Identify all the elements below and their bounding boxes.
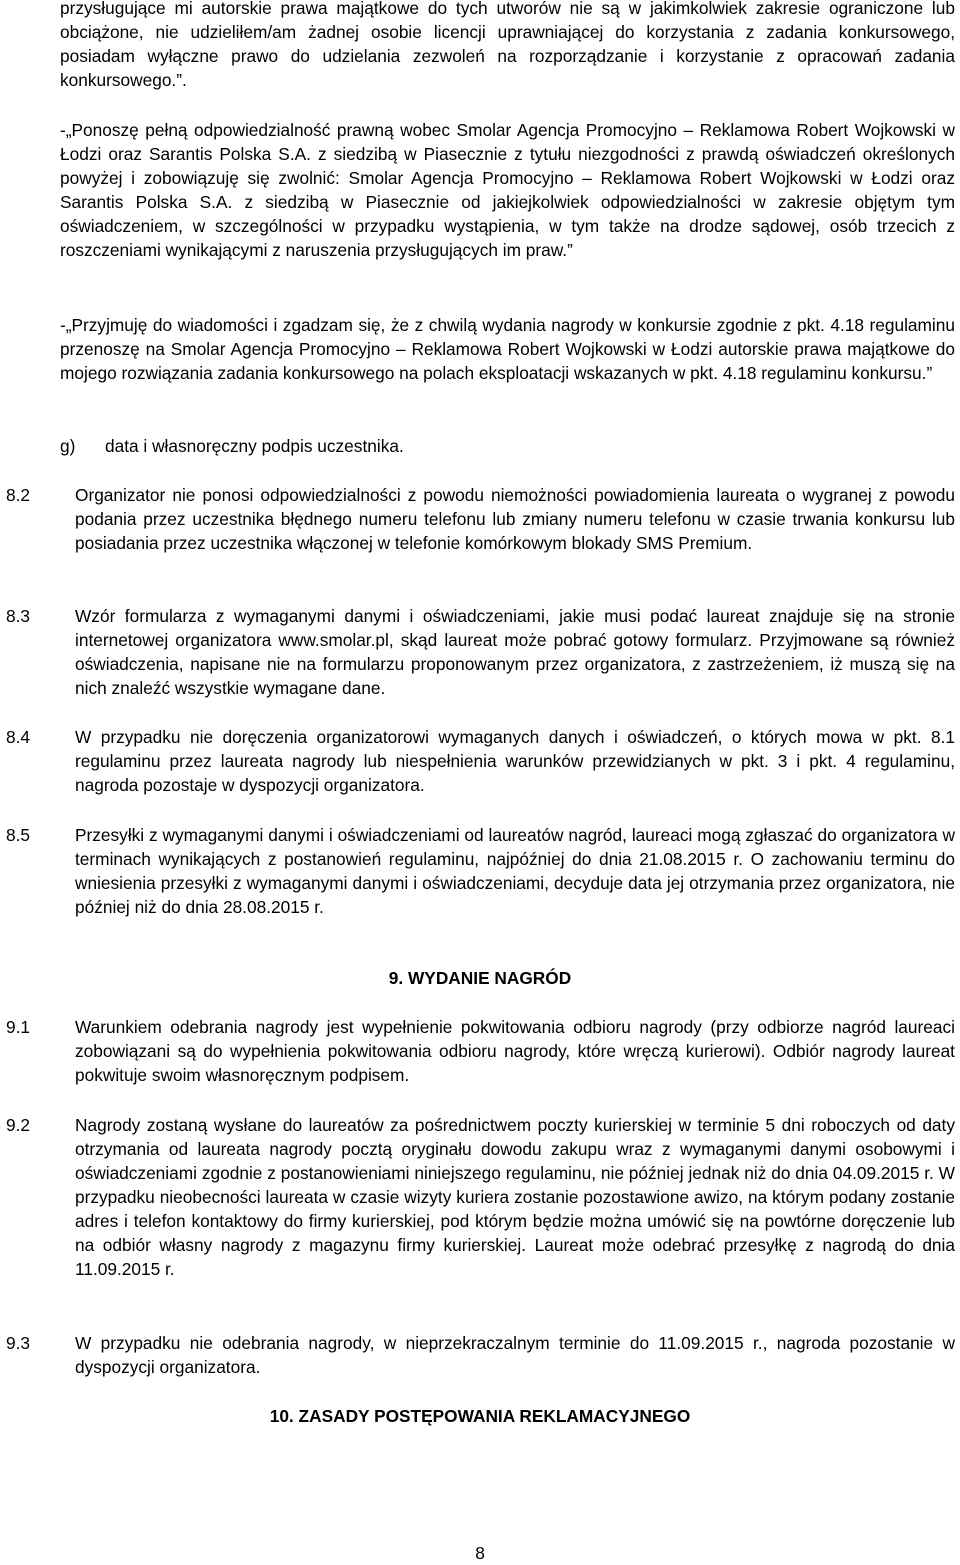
list-item-label: g) [60, 436, 76, 456]
section-text: Nagrody zostaną wysłane do laureatów za pośrednictwem poczty kurierskiej w terminie 5 dni roboczych od daty otrzymania od laureata nagrody pocztą oryginału dowodu zakupu wraz z wymaganymi danymi osobowymi i oświadczeniami zgodnie z postanowieniami niniejszego regulaminu, nie później jednak niż do dnia 04.09.2015 r. W przypadku nieobecności laureata w czasie wizyty kuriera zostanie pozostawione awizo, na którym podany zostanie adres i telefon kontaktowy do firmy kurierskiej, pod którym będzie można umówić się na powtórne doręczenie lub na odbiór własny nagrody z magazynu firmy kurierskiej. Laureat może odebrać przesyłkę z nagrodą do dnia 11.09.2015 r. [75, 1115, 955, 1279]
section-text: Przesyłki z wymaganymi danymi i oświadczeniami od laureatów nagród, laureaci mogą zgłaszać do organizatora w terminach wynikających z postanowień regulaminu, najpóźniej do dnia 21.08.2015 r. O zachowaniu terminu do wniesienia przesyłki z wymaganymi danymi i oświadczeniami, decyduje data jej otrzymania przez organizatora, nie później niż do dnia 28.08.2015 r. [75, 825, 955, 917]
section-number: 8.5 [6, 825, 31, 845]
acceptance-text: -„Przyjmuję do wiadomości i zgadzam się, że z chwilą wydania nagrody w konkursie zgodnie z pkt. 4.18 regulaminu przenoszę na Smolar Agencja Promocyjno – Reklamowa Robert Wojkowski w Łodzi autorskie prawa majątkowe do mojego rozwiązania zadania konkursowego na polach eksploatacji wskazanych w pkt. 4.18 regulaminu konkursu.” [60, 315, 955, 383]
section-number: 8.3 [6, 606, 31, 626]
section-text: W przypadku nie odebrania nagrody, w nieprzekraczalnym terminie do 11.09.2015 r., nagroda pozostanie w dyspozycji organizatora. [75, 1333, 955, 1377]
responsibility-statement [60, 118, 955, 262]
responsibility-text: -„Ponoszę pełną odpowiedzialność prawną wobec Smolar Agencja Promocyjno – Reklamowa Robert Wojkowski w Łodzi oraz Sarantis Polska S.A. z siedzibą w Piasecznie z tytułu niezgodności z prawdą oświadczeń określonych powyżej i zobowiązuję się zwolnić: Smolar Agencja Promocyjno – Reklamowa Robert Wojkowski w Łodzi oraz Sarantis Polska S.A. z siedzibą w Piasecznie od jakiejkolwiek odpowiedzialności w zakresie objętym tym oświadczeniem, w szczególności w przypadku wystąpienia, w tym także na drodze sądowej, osób trzecich z roszczeniami wynikającymi z naruszenia przysługujących im praw.” [60, 120, 955, 260]
section-text: Organizator nie ponosi odpowiedzialności z powodu niemożności powiadomienia laureata o wygranej z powodu podania przez uczestnika błędnego numeru telefonu lub zmiany numeru telefonu w czasie trwania konkursu lub posiadania przez uczestnika włączonej w telefonie komórkowym blokady SMS Premium. [75, 485, 955, 553]
section-number: 9.2 [6, 1115, 31, 1135]
acceptance-statement [60, 313, 955, 385]
section-number: 9.3 [6, 1333, 31, 1353]
section-heading-10: 10. ZASADY POSTĘPOWANIA REKLAMACYJNEGO [269, 1406, 691, 1426]
section-text: Wzór formularza z wymaganymi danymi i oświadczeniami, jakie musi podać laureat znajduje się na stronie internetowej organizatora www.smolar.pl, skąd laureat może pobrać gotowy formularz. Przyjmowane są również oświadczenia, napisane nie na formularzu proponowanym przez organizatora, z zastrzeżeniem, iż muszą się na nich znaleźć wszystkie wymagane dane. [75, 606, 955, 698]
section-number: 9.1 [6, 1017, 31, 1037]
section-number: 8.4 [6, 727, 31, 747]
section-number: 8.2 [6, 485, 31, 505]
intro-paragraph [60, 0, 955, 92]
section-text: Warunkiem odebrania nagrody jest wypełnienie pokwitowania odbioru nagrody (przy odbiorze nagród laureaci zobowiązani są do wypełnienia pokwitowania odbioru nagrody, które wręczą kurierowi). Odbiór nagrody laureat pokwituje swoim własnoręcznym podpisem. [75, 1017, 955, 1085]
page-number: 8 [475, 1543, 485, 1563]
intro-text: przysługujące mi autorskie prawa majątkowe do tych utworów nie są w jakimkolwiek zakresie ograniczone lub obciążone, nie udzieliłem/am żadnej osobie licencji uprawniającej do korzystania z zadania konkursowego, posiadam wyłączne prawo do udzielania zezwoleń na rozporządzanie i korzystanie z opracowań zadania konkursowego.”. [60, 0, 955, 90]
list-item-text: data i własnoręczny podpis uczestnika. [105, 436, 404, 456]
section-text: W przypadku nie doręczenia organizatorowi wymaganych danych i oświadczeń, o których mowa w pkt. 8.1 regulaminu przez laureata nagrody lub niespełnienia warunków przewidzianych w pkt. 3 i pkt. 4 regulaminu, nagroda pozostaje w dyspozycji organizatora. [75, 727, 955, 795]
section-heading-9: 9. WYDANIE NAGRÓD [388, 968, 572, 988]
